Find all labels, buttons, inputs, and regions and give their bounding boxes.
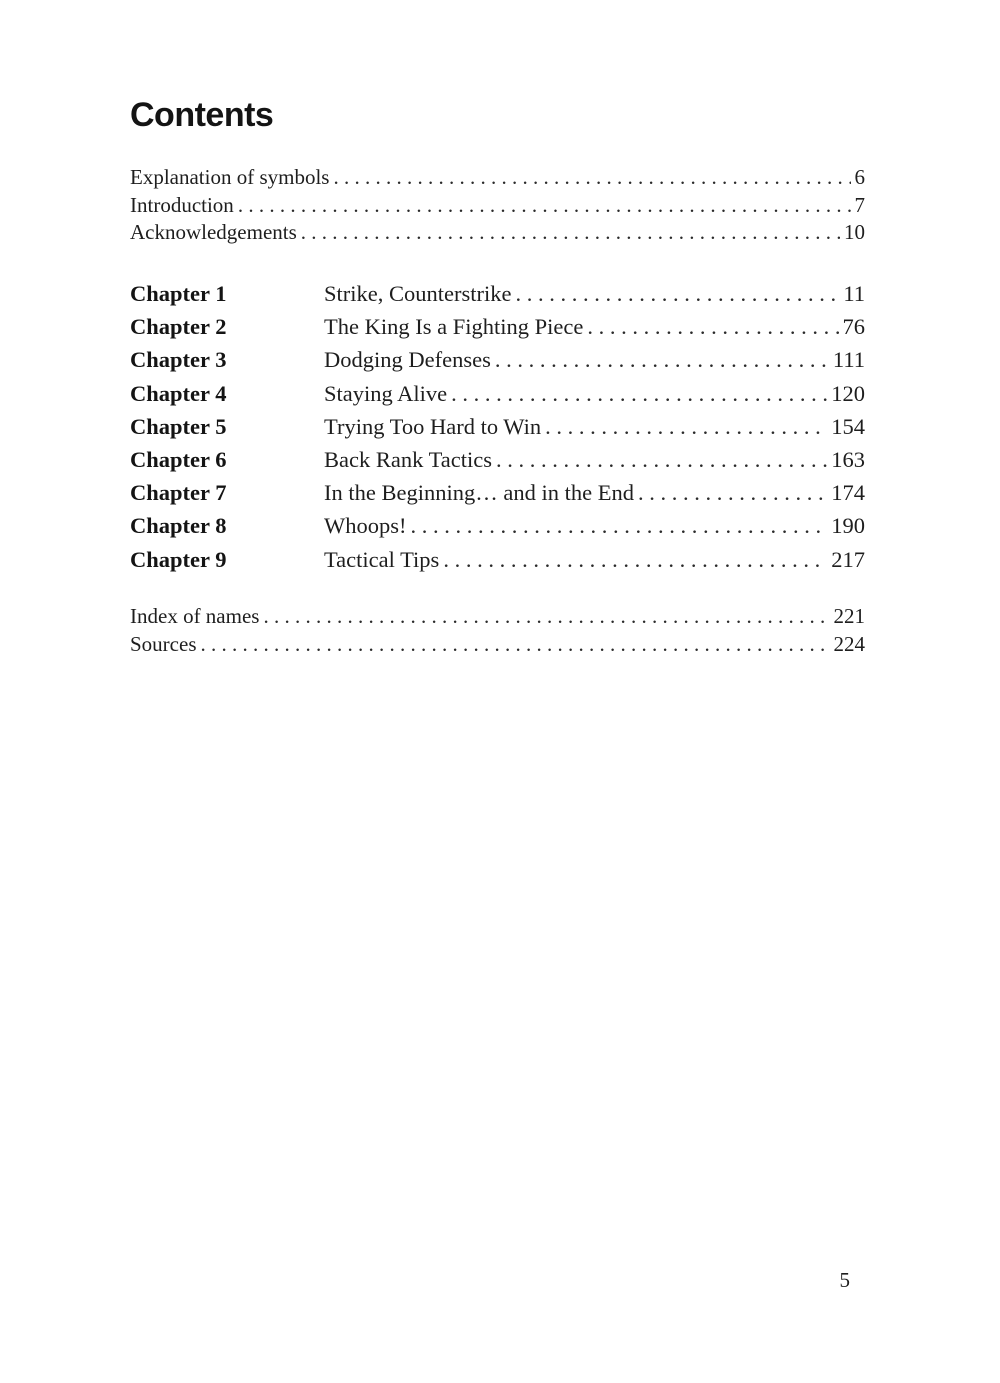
chapter-label: Chapter 6 [130,446,227,472]
dot-leader [495,343,829,376]
chapter-label: Chapter 3 [130,347,227,373]
toc-chapter-9 [130,543,865,576]
dot-leader [545,410,827,443]
chapter-title: Dodging Defenses [324,347,491,373]
page-number: 174 [831,480,865,506]
toc-chapter-3 [130,343,865,376]
toc-chapters [130,277,865,576]
toc-chapter-8 [130,509,865,542]
chapter-label: Chapter 2 [130,314,227,340]
chapter-title: The King Is a Fighting Piece [324,314,584,340]
page-folio: 5 [839,1268,850,1292]
chapter-title: Staying Alive [324,380,448,406]
entry-title: Explanation of symbols [130,165,330,189]
toc-entry-introduction [130,192,865,220]
page-number: 11 [843,281,865,306]
toc-front-matter [130,164,865,247]
dot-leader [496,443,827,476]
entry-title: Acknowledgements [130,220,297,244]
dot-leader [263,603,829,631]
page-title: Contents [130,96,274,134]
dot-leader [411,509,828,542]
entry-title: Index of names [130,604,260,628]
toc-chapter-1 [130,277,865,310]
chapter-label: Chapter 7 [130,480,227,506]
toc-chapter-5 [130,410,865,443]
chapter-title: Trying Too Hard to Win [324,413,542,439]
page-number: 10 [844,220,865,244]
page-number: 154 [831,413,865,439]
chapter-title: Whoops! [324,513,407,539]
chapter-title: Tactical Tips [324,546,440,572]
chapter-title: In the Beginning… and in the End [324,480,634,506]
page-number: 111 [832,347,865,373]
page-number: 224 [833,631,865,656]
chapter-label: Chapter 4 [130,380,227,406]
chapter-label: Chapter 9 [130,546,227,572]
toc-chapter-2 [130,310,865,343]
page-number: 217 [831,546,865,572]
chapter-title: Strike, Counterstrike [324,281,512,306]
toc-chapter-4 [130,377,865,410]
page-number: 120 [831,380,865,406]
toc-entry-acknowledgements [130,219,865,247]
page-number: 221 [833,604,865,628]
dot-leader [201,631,830,659]
page-number: 163 [831,446,865,472]
toc-entry-sources [130,631,865,659]
chapter-title: Back Rank Tactics [324,446,492,472]
dot-leader [333,164,850,192]
page-number: 7 [854,192,865,217]
page-number: 6 [854,165,865,189]
entry-title: Introduction [130,192,234,217]
dot-leader [587,310,838,343]
toc-entry-explanation-of-symbols [130,164,865,192]
dot-leader [451,377,827,410]
page-number: 190 [831,513,865,539]
dot-leader [238,192,851,220]
toc-back-matter [130,603,865,658]
dot-leader [443,543,827,576]
toc-chapter-7 [130,476,865,509]
chapter-label: Chapter 8 [130,513,227,539]
page-number: 76 [842,314,865,340]
toc-chapter-6 [130,443,865,476]
entry-title: Sources [130,631,197,656]
dot-leader [301,219,840,247]
dot-leader [515,277,839,310]
dot-leader [638,476,827,509]
toc-entry-index-of-names [130,603,865,631]
chapter-label: Chapter 1 [130,281,227,306]
chapter-label: Chapter 5 [130,413,227,439]
